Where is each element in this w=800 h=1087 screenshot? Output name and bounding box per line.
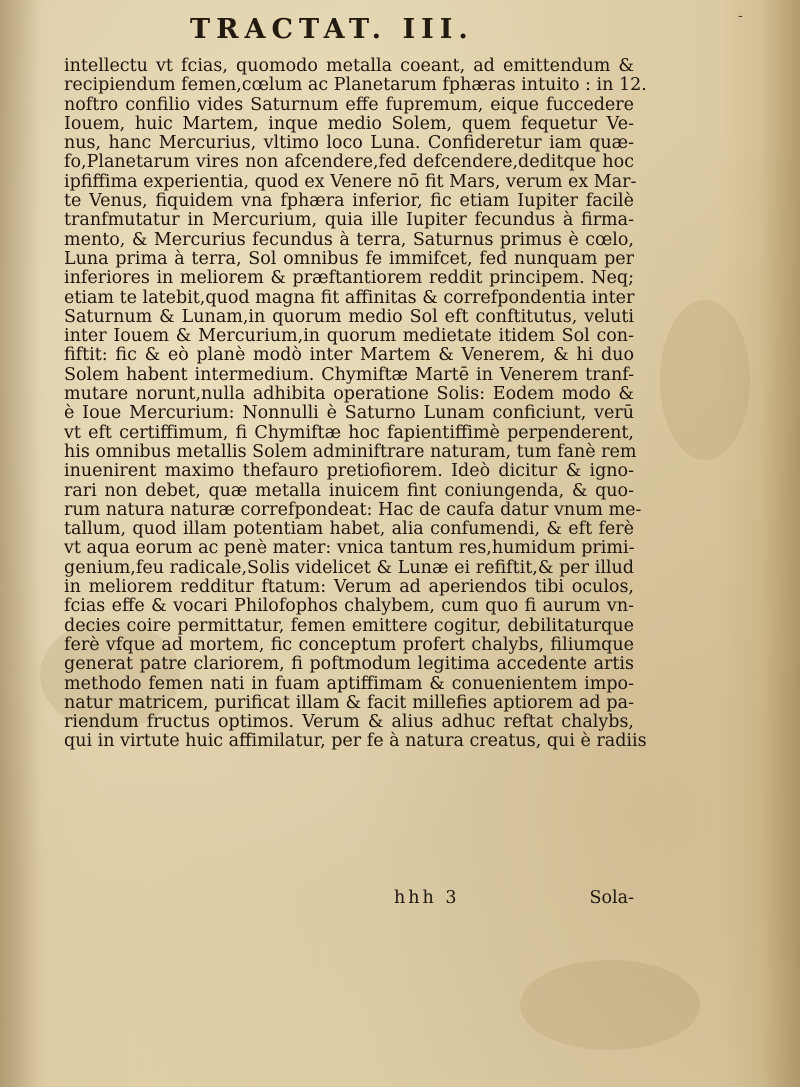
left-edge-shadow [0,0,40,1087]
page-footer [64,888,634,908]
text-line: genium,feu radicale,Solis videlicet & Lunæ ei refiftit,& per illud [64,557,634,578]
text-line: inter Iouem & Mercurium,in quorum medietate itidem Sol con- [64,326,634,347]
text-line: ferè vfque ad mortem, fic conceptum profert chalybs, filiumque [64,634,634,655]
text-line: ipfiffima experientia, quod ex Venere nō fit Mars, verum ex Mar- [64,171,637,192]
text-line: noftro confilio vides Saturnum effe fupremum, eique fuccedere [64,94,634,115]
paper-stain [520,960,700,1050]
corner-mark: - [738,8,743,24]
text-line: recipiendum femen,cœlum ac Planetarum fphæras intuito : in 12. [64,75,647,96]
text-line: Luna prima à terra, Sol omnibus fe immifcet, fed nunquam per [64,248,634,269]
text-line: mento, & Mercurius fecundus à terra, Saturnus primus è cœlo, [64,229,634,250]
body-text [64,56,647,752]
text-line: rari non debet, quæ metalla inuicem fint coniungenda, & quo- [64,480,634,501]
text-line: tallum, quod illam potentiam habet, alia confumendi, & eft ferè [64,519,634,540]
text-line: Solem habent intermedium. Chymiftæ Martē in Venerem tranf- [64,364,634,385]
text-line: fiftit: fic & eò planè modò inter Martem & Venerem, & hi duo [64,345,634,366]
text-line: methodo femen nati in fuam aptiffimam & conuenientem impo- [64,673,634,694]
text-line: generat patre clariorem, fi poftmodum legitima accedente artis [64,654,634,675]
text-line: Saturnum & Lunam,in quorum medio Sol eft conftitutus, veluti [64,306,634,327]
catchword: Sola- [589,888,634,908]
text-line: riendum fructus optimos. Verum & alius adhuc reftat chalybs, [64,712,634,733]
running-head: TRACTAT. III. [190,14,474,45]
text-line: inuenirent maximo thefauro pretiofiorem. Ideò dicitur & igno- [64,461,634,482]
text-line: intellectu vt fcias, quomodo metalla coeant, ad emittendum & [64,56,634,76]
text-line: vt eft certiffimum, fi Chymiftæ hoc fapientiffimè perpenderent, [64,422,634,443]
text-line: in meliorem redditur ftatum: Verum ad aperiendos tibi oculos, [64,577,634,598]
text-line: fcias effe & vocari Philofophos chalybem, cum quo fi aurum vn- [64,596,634,617]
text-line: etiam te latebit,quod magna fit affinitas & correfpondentia inter [64,287,635,308]
text-line: vt aqua eorum ac penè mater: vnica tantum res,humidum primi- [64,538,635,559]
text-line: nus, hanc Mercurius, vltimo loco Luna. Confideretur iam quæ- [64,133,634,154]
text-line: te Venus, fiquidem vna fphæra inferior, fic etiam Iupiter facilè [64,191,634,212]
text-line: his omnibus metallis Solem adminiftrare naturam, tum fanè rem [64,441,637,462]
text-line: natur matricem, purificat illam & facit millefies aptiorem ad pa- [64,692,634,713]
paper-stain [660,300,750,460]
text-line: Iouem, huic Martem, inque medio Solem, quem fequetur Ve- [64,113,634,134]
text-line: inferiores in meliorem & præftantiorem reddit principem. Neq; [64,268,634,289]
text-line: rum natura naturæ correfpondeat: Hac de caufa datur vnum me- [64,499,642,520]
text-line: decies coire permittatur, femen emittere cogitur, debilitaturque [64,615,634,636]
signature-mark: hhh 3 [394,888,460,908]
text-line: fo,Planetarum vires non afcendere,fed defcendere,deditque hoc [64,152,634,173]
text-line: mutare norunt,nulla adhibita operatione Solis: Eodem modo & [64,384,634,405]
right-edge-shadow [760,0,800,1087]
text-line: qui in virtute huic affimilatur, per fe à natura creatus, qui è radiis [64,731,647,752]
text-line: tranfmutatur in Mercurium, quia ille Iupiter fecundus à firma- [64,210,634,231]
text-line: è Ioue Mercurium: Nonnulli è Saturno Lunam conficiunt, verū [64,403,634,424]
